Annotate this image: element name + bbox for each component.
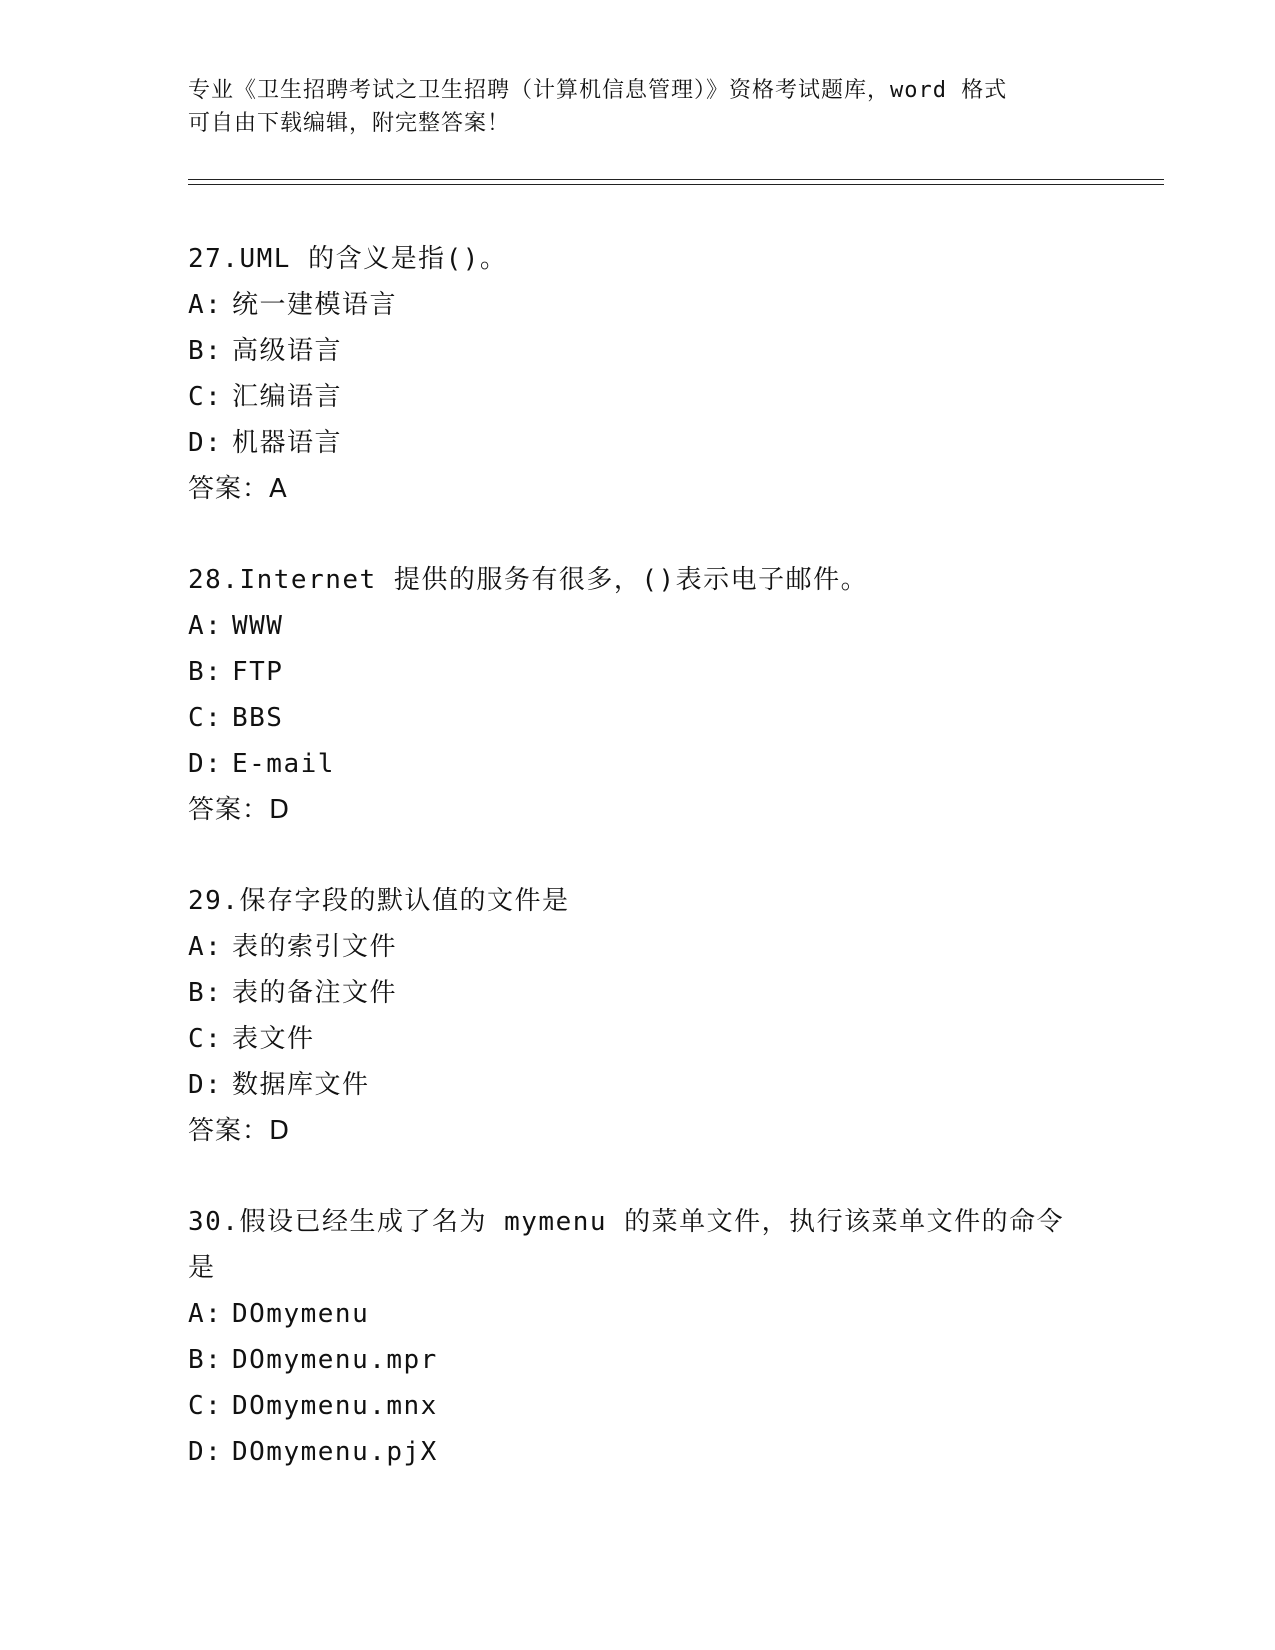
option-letter: B: bbox=[188, 978, 223, 1008]
option-c bbox=[188, 374, 1088, 420]
answer-line: 答案：D bbox=[188, 1116, 291, 1146]
option-text: 表的索引文件 bbox=[232, 932, 398, 962]
option-text: DOmymenu.mnx bbox=[232, 1391, 438, 1421]
option-letter: D: bbox=[188, 749, 223, 779]
document-header bbox=[188, 74, 1088, 140]
question-stem: 28.Internet 提供的服务有很多，()表示电子邮件。 bbox=[188, 565, 869, 595]
option-text: WWW bbox=[232, 611, 284, 641]
question-list bbox=[188, 236, 1088, 1520]
option-letter: C: bbox=[188, 703, 223, 733]
question-stem: 29.保存字段的默认值的文件是 bbox=[188, 886, 570, 916]
option-text: 高级语言 bbox=[232, 336, 343, 366]
option-letter: B: bbox=[188, 1345, 223, 1375]
option-a bbox=[188, 1291, 1088, 1337]
option-b bbox=[188, 328, 1088, 374]
option-b bbox=[188, 649, 1088, 695]
option-text: DOmymenu.pjX bbox=[232, 1437, 438, 1467]
option-text: DOmymenu bbox=[232, 1299, 370, 1329]
option-c bbox=[188, 695, 1088, 741]
option-letter: C: bbox=[188, 1024, 223, 1054]
answer-line: 答案：D bbox=[188, 795, 291, 825]
option-text: 统一建模语言 bbox=[232, 290, 398, 320]
option-letter: C: bbox=[188, 1391, 223, 1421]
option-letter: A: bbox=[188, 290, 223, 320]
header-divider-top bbox=[188, 179, 1164, 180]
option-letter: C: bbox=[188, 382, 223, 412]
option-d bbox=[188, 1429, 1088, 1475]
option-letter: D: bbox=[188, 428, 223, 458]
option-c bbox=[188, 1383, 1088, 1429]
header-line-2: 可自由下载编辑，附完整答案！ bbox=[188, 111, 511, 136]
header-line-1: 专业《卫生招聘考试之卫生招聘（计算机信息管理）》资格考试题库，word 格式 bbox=[188, 78, 1008, 103]
option-b bbox=[188, 1337, 1088, 1383]
option-a bbox=[188, 282, 1088, 328]
option-letter: A: bbox=[188, 932, 223, 962]
option-a bbox=[188, 603, 1088, 649]
option-d bbox=[188, 741, 1088, 787]
option-text: 表文件 bbox=[232, 1024, 315, 1054]
option-text: 汇编语言 bbox=[232, 382, 343, 412]
option-text: DOmymenu.mpr bbox=[232, 1345, 438, 1375]
option-text: FTP bbox=[232, 657, 284, 687]
option-letter: D: bbox=[188, 1437, 223, 1467]
option-letter: D: bbox=[188, 1070, 223, 1100]
option-d bbox=[188, 420, 1088, 466]
option-text: 表的备注文件 bbox=[232, 978, 398, 1008]
question-stem: 27.UML 的含义是指()。 bbox=[188, 244, 508, 274]
option-text: 机器语言 bbox=[232, 428, 343, 458]
option-letter: B: bbox=[188, 657, 223, 687]
question-30 bbox=[188, 1199, 1088, 1475]
question-stem: 30.假设已经生成了名为 mymenu 的菜单文件，执行该菜单文件的命令是 bbox=[188, 1207, 1065, 1283]
option-letter: A: bbox=[188, 1299, 223, 1329]
option-text: E-mail bbox=[232, 749, 335, 779]
question-29 bbox=[188, 878, 1088, 1154]
option-a bbox=[188, 924, 1088, 970]
option-b bbox=[188, 970, 1088, 1016]
question-27 bbox=[188, 236, 1088, 512]
question-28 bbox=[188, 557, 1088, 833]
option-d bbox=[188, 1062, 1088, 1108]
option-letter: B: bbox=[188, 336, 223, 366]
header-divider-bottom bbox=[188, 184, 1164, 185]
option-letter: A: bbox=[188, 611, 223, 641]
option-c bbox=[188, 1016, 1088, 1062]
answer-line: 答案：A bbox=[188, 474, 288, 504]
option-text: 数据库文件 bbox=[232, 1070, 370, 1100]
option-text: BBS bbox=[232, 703, 284, 733]
